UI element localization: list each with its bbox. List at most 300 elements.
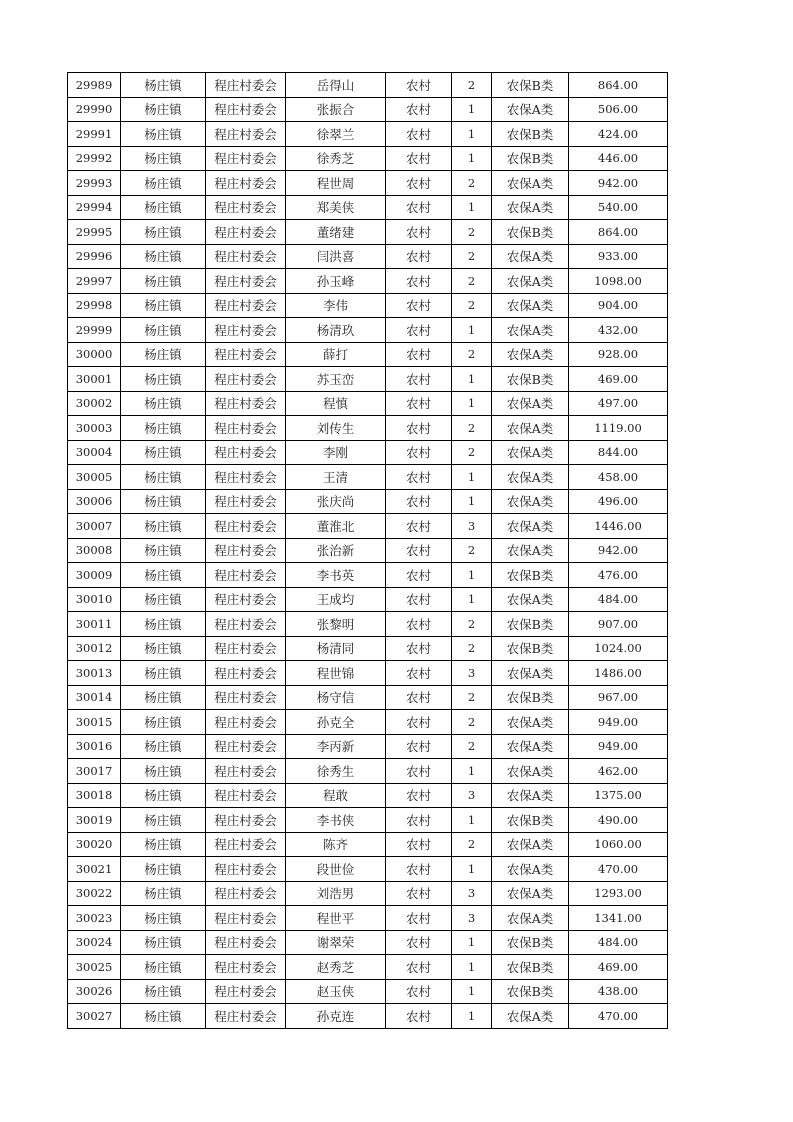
category-cell: 农保B类 (492, 122, 569, 147)
table-row (68, 195, 668, 220)
name-cell: 王成均 (286, 587, 386, 612)
town-cell: 杨庄镇 (121, 391, 206, 416)
village-cell: 程庄村委会 (206, 171, 286, 196)
town-cell: 杨庄镇 (121, 122, 206, 147)
village-cell: 程庄村委会 (206, 881, 286, 906)
id-cell: 30001 (68, 367, 121, 392)
amount-cell: 904.00 (569, 293, 668, 318)
table-row (68, 685, 668, 710)
amount-cell: 1119.00 (569, 416, 668, 441)
town-cell: 杨庄镇 (121, 881, 206, 906)
category-cell: 农保A类 (492, 514, 569, 539)
count-cell: 1 (452, 489, 492, 514)
count-cell: 1 (452, 955, 492, 980)
category-cell: 农保B类 (492, 73, 569, 98)
town-cell: 杨庄镇 (121, 685, 206, 710)
name-cell: 赵玉侠 (286, 979, 386, 1004)
amount-cell: 1446.00 (569, 514, 668, 539)
name-cell: 刘浩男 (286, 881, 386, 906)
id-cell: 30014 (68, 685, 121, 710)
town-cell: 杨庄镇 (121, 293, 206, 318)
area-cell: 农村 (386, 906, 452, 931)
table-row (68, 710, 668, 735)
name-cell: 赵秀芝 (286, 955, 386, 980)
id-cell: 30006 (68, 489, 121, 514)
village-cell: 程庄村委会 (206, 955, 286, 980)
table-row (68, 440, 668, 465)
category-cell: 农保B类 (492, 220, 569, 245)
town-cell: 杨庄镇 (121, 342, 206, 367)
village-cell: 程庄村委会 (206, 465, 286, 490)
category-cell: 农保A类 (492, 171, 569, 196)
village-cell: 程庄村委会 (206, 710, 286, 735)
count-cell: 1 (452, 195, 492, 220)
area-cell: 农村 (386, 587, 452, 612)
area-cell: 农村 (386, 342, 452, 367)
name-cell: 董绪建 (286, 220, 386, 245)
category-cell: 农保B类 (492, 685, 569, 710)
count-cell: 3 (452, 881, 492, 906)
table-row (68, 759, 668, 784)
table-row (68, 122, 668, 147)
town-cell: 杨庄镇 (121, 97, 206, 122)
village-cell: 程庄村委会 (206, 661, 286, 686)
id-cell: 29989 (68, 73, 121, 98)
town-cell: 杨庄镇 (121, 146, 206, 171)
area-cell: 农村 (386, 195, 452, 220)
amount-cell: 949.00 (569, 710, 668, 735)
table-row (68, 587, 668, 612)
category-cell: 农保A类 (492, 538, 569, 563)
town-cell: 杨庄镇 (121, 661, 206, 686)
name-cell: 徐秀芝 (286, 146, 386, 171)
table-row (68, 367, 668, 392)
area-cell: 农村 (386, 244, 452, 269)
amount-cell: 496.00 (569, 489, 668, 514)
amount-cell: 864.00 (569, 220, 668, 245)
count-cell: 3 (452, 661, 492, 686)
name-cell: 张振合 (286, 97, 386, 122)
area-cell: 农村 (386, 269, 452, 294)
category-cell: 农保A类 (492, 783, 569, 808)
id-cell: 29994 (68, 195, 121, 220)
id-cell: 30020 (68, 832, 121, 857)
amount-cell: 907.00 (569, 612, 668, 637)
area-cell: 农村 (386, 930, 452, 955)
area-cell: 农村 (386, 171, 452, 196)
count-cell: 1 (452, 563, 492, 588)
table-row (68, 220, 668, 245)
table-row (68, 514, 668, 539)
count-cell: 2 (452, 342, 492, 367)
name-cell: 李伟 (286, 293, 386, 318)
count-cell: 2 (452, 244, 492, 269)
area-cell: 农村 (386, 391, 452, 416)
amount-cell: 424.00 (569, 122, 668, 147)
village-cell: 程庄村委会 (206, 440, 286, 465)
amount-cell: 844.00 (569, 440, 668, 465)
amount-cell: 1293.00 (569, 881, 668, 906)
count-cell: 2 (452, 612, 492, 637)
area-cell: 农村 (386, 636, 452, 661)
id-cell: 29995 (68, 220, 121, 245)
count-cell: 2 (452, 293, 492, 318)
table-row (68, 489, 668, 514)
name-cell: 孙克全 (286, 710, 386, 735)
area-cell: 农村 (386, 318, 452, 343)
amount-cell: 942.00 (569, 538, 668, 563)
id-cell: 29993 (68, 171, 121, 196)
category-cell: 农保A类 (492, 318, 569, 343)
category-cell: 农保B类 (492, 563, 569, 588)
town-cell: 杨庄镇 (121, 955, 206, 980)
amount-cell: 484.00 (569, 587, 668, 612)
name-cell: 谢翠荣 (286, 930, 386, 955)
amount-cell: 928.00 (569, 342, 668, 367)
town-cell: 杨庄镇 (121, 489, 206, 514)
town-cell: 杨庄镇 (121, 367, 206, 392)
table-row (68, 318, 668, 343)
count-cell: 2 (452, 269, 492, 294)
category-cell: 农保A类 (492, 759, 569, 784)
category-cell: 农保A类 (492, 489, 569, 514)
area-cell: 农村 (386, 538, 452, 563)
area-cell: 农村 (386, 759, 452, 784)
id-cell: 30012 (68, 636, 121, 661)
category-cell: 农保B类 (492, 612, 569, 637)
count-cell: 1 (452, 122, 492, 147)
table-row (68, 269, 668, 294)
count-cell: 1 (452, 1004, 492, 1029)
village-cell: 程庄村委会 (206, 759, 286, 784)
area-cell: 农村 (386, 832, 452, 857)
table-row (68, 171, 668, 196)
table-row (68, 563, 668, 588)
id-cell: 30005 (68, 465, 121, 490)
name-cell: 王清 (286, 465, 386, 490)
name-cell: 李书侠 (286, 808, 386, 833)
id-cell: 30013 (68, 661, 121, 686)
id-cell: 30015 (68, 710, 121, 735)
area-cell: 农村 (386, 97, 452, 122)
table-row (68, 734, 668, 759)
id-cell: 30002 (68, 391, 121, 416)
name-cell: 徐秀生 (286, 759, 386, 784)
category-cell: 农保A类 (492, 465, 569, 490)
amount-cell: 506.00 (569, 97, 668, 122)
area-cell: 农村 (386, 563, 452, 588)
count-cell: 1 (452, 146, 492, 171)
village-cell: 程庄村委会 (206, 563, 286, 588)
category-cell: 农保A类 (492, 1004, 569, 1029)
name-cell: 董淮北 (286, 514, 386, 539)
id-cell: 29997 (68, 269, 121, 294)
category-cell: 农保B类 (492, 367, 569, 392)
name-cell: 杨清同 (286, 636, 386, 661)
town-cell: 杨庄镇 (121, 220, 206, 245)
count-cell: 2 (452, 73, 492, 98)
count-cell: 1 (452, 465, 492, 490)
town-cell: 杨庄镇 (121, 759, 206, 784)
name-cell: 孙克连 (286, 1004, 386, 1029)
category-cell: 农保A类 (492, 195, 569, 220)
category-cell: 农保A类 (492, 416, 569, 441)
category-cell: 农保A类 (492, 906, 569, 931)
village-cell: 程庄村委会 (206, 391, 286, 416)
town-cell: 杨庄镇 (121, 612, 206, 637)
amount-cell: 462.00 (569, 759, 668, 784)
name-cell: 程敢 (286, 783, 386, 808)
category-cell: 农保A类 (492, 832, 569, 857)
id-cell: 29998 (68, 293, 121, 318)
town-cell: 杨庄镇 (121, 857, 206, 882)
area-cell: 农村 (386, 955, 452, 980)
table-row (68, 97, 668, 122)
name-cell: 程世周 (286, 171, 386, 196)
count-cell: 2 (452, 734, 492, 759)
id-cell: 29996 (68, 244, 121, 269)
village-cell: 程庄村委会 (206, 808, 286, 833)
village-cell: 程庄村委会 (206, 122, 286, 147)
id-cell: 30011 (68, 612, 121, 637)
town-cell: 杨庄镇 (121, 783, 206, 808)
amount-cell: 1024.00 (569, 636, 668, 661)
name-cell: 李丙新 (286, 734, 386, 759)
village-cell: 程庄村委会 (206, 244, 286, 269)
count-cell: 1 (452, 97, 492, 122)
town-cell: 杨庄镇 (121, 195, 206, 220)
village-cell: 程庄村委会 (206, 538, 286, 563)
area-cell: 农村 (386, 146, 452, 171)
amount-cell: 1375.00 (569, 783, 668, 808)
town-cell: 杨庄镇 (121, 930, 206, 955)
amount-cell: 490.00 (569, 808, 668, 833)
area-cell: 农村 (386, 783, 452, 808)
amount-cell: 967.00 (569, 685, 668, 710)
town-cell: 杨庄镇 (121, 514, 206, 539)
area-cell: 农村 (386, 881, 452, 906)
name-cell: 程世平 (286, 906, 386, 931)
category-cell: 农保A类 (492, 391, 569, 416)
id-cell: 30025 (68, 955, 121, 980)
category-cell: 农保A类 (492, 97, 569, 122)
count-cell: 2 (452, 832, 492, 857)
village-cell: 程庄村委会 (206, 685, 286, 710)
name-cell: 张庆尚 (286, 489, 386, 514)
id-cell: 29990 (68, 97, 121, 122)
category-cell: 农保A类 (492, 881, 569, 906)
name-cell: 刘传生 (286, 416, 386, 441)
table-row (68, 244, 668, 269)
village-cell: 程庄村委会 (206, 636, 286, 661)
village-cell: 程庄村委会 (206, 293, 286, 318)
count-cell: 2 (452, 710, 492, 735)
count-cell: 2 (452, 685, 492, 710)
town-cell: 杨庄镇 (121, 587, 206, 612)
id-cell: 29992 (68, 146, 121, 171)
count-cell: 2 (452, 636, 492, 661)
name-cell: 岳得山 (286, 73, 386, 98)
category-cell: 农保B类 (492, 955, 569, 980)
count-cell: 3 (452, 906, 492, 931)
id-cell: 30016 (68, 734, 121, 759)
id-cell: 29991 (68, 122, 121, 147)
area-cell: 农村 (386, 465, 452, 490)
table-body (68, 73, 668, 1029)
town-cell: 杨庄镇 (121, 440, 206, 465)
town-cell: 杨庄镇 (121, 832, 206, 857)
area-cell: 农村 (386, 440, 452, 465)
name-cell: 陈齐 (286, 832, 386, 857)
village-cell: 程庄村委会 (206, 930, 286, 955)
table-row (68, 1004, 668, 1029)
amount-cell: 1486.00 (569, 661, 668, 686)
category-cell: 农保B类 (492, 979, 569, 1004)
category-cell: 农保B类 (492, 808, 569, 833)
name-cell: 徐翠兰 (286, 122, 386, 147)
category-cell: 农保A类 (492, 269, 569, 294)
amount-cell: 1341.00 (569, 906, 668, 931)
area-cell: 农村 (386, 293, 452, 318)
amount-cell: 470.00 (569, 857, 668, 882)
id-cell: 30019 (68, 808, 121, 833)
area-cell: 农村 (386, 489, 452, 514)
name-cell: 张黎明 (286, 612, 386, 637)
town-cell: 杨庄镇 (121, 244, 206, 269)
area-cell: 农村 (386, 734, 452, 759)
village-cell: 程庄村委会 (206, 269, 286, 294)
village-cell: 程庄村委会 (206, 1004, 286, 1029)
table-row (68, 930, 668, 955)
id-cell: 30009 (68, 563, 121, 588)
name-cell: 段世俭 (286, 857, 386, 882)
amount-cell: 933.00 (569, 244, 668, 269)
table-row (68, 416, 668, 441)
village-cell: 程庄村委会 (206, 906, 286, 931)
village-cell: 程庄村委会 (206, 367, 286, 392)
town-cell: 杨庄镇 (121, 1004, 206, 1029)
area-cell: 农村 (386, 367, 452, 392)
town-cell: 杨庄镇 (121, 808, 206, 833)
id-cell: 29999 (68, 318, 121, 343)
category-cell: 农保A类 (492, 734, 569, 759)
amount-cell: 458.00 (569, 465, 668, 490)
table-row (68, 342, 668, 367)
category-cell: 农保A类 (492, 661, 569, 686)
name-cell: 杨守信 (286, 685, 386, 710)
name-cell: 孙玉峰 (286, 269, 386, 294)
table-row (68, 612, 668, 637)
town-cell: 杨庄镇 (121, 73, 206, 98)
amount-cell: 1098.00 (569, 269, 668, 294)
village-cell: 程庄村委会 (206, 587, 286, 612)
count-cell: 3 (452, 783, 492, 808)
table-row (68, 832, 668, 857)
count-cell: 1 (452, 318, 492, 343)
count-cell: 1 (452, 367, 492, 392)
id-cell: 30007 (68, 514, 121, 539)
count-cell: 2 (452, 220, 492, 245)
id-cell: 30008 (68, 538, 121, 563)
category-cell: 农保A类 (492, 710, 569, 735)
amount-cell: 469.00 (569, 955, 668, 980)
town-cell: 杨庄镇 (121, 734, 206, 759)
name-cell: 李书英 (286, 563, 386, 588)
table-row (68, 808, 668, 833)
count-cell: 2 (452, 416, 492, 441)
id-cell: 30021 (68, 857, 121, 882)
amount-cell: 470.00 (569, 1004, 668, 1029)
town-cell: 杨庄镇 (121, 269, 206, 294)
amount-cell: 476.00 (569, 563, 668, 588)
amount-cell: 949.00 (569, 734, 668, 759)
amount-cell: 484.00 (569, 930, 668, 955)
town-cell: 杨庄镇 (121, 636, 206, 661)
category-cell: 农保B类 (492, 930, 569, 955)
town-cell: 杨庄镇 (121, 563, 206, 588)
category-cell: 农保A类 (492, 244, 569, 269)
area-cell: 农村 (386, 661, 452, 686)
table-row (68, 538, 668, 563)
name-cell: 张治新 (286, 538, 386, 563)
village-cell: 程庄村委会 (206, 783, 286, 808)
area-cell: 农村 (386, 416, 452, 441)
area-cell: 农村 (386, 857, 452, 882)
table-row (68, 955, 668, 980)
name-cell: 苏玉峦 (286, 367, 386, 392)
id-cell: 30000 (68, 342, 121, 367)
village-cell: 程庄村委会 (206, 318, 286, 343)
village-cell: 程庄村委会 (206, 195, 286, 220)
name-cell: 郑美侠 (286, 195, 386, 220)
village-cell: 程庄村委会 (206, 734, 286, 759)
id-cell: 30004 (68, 440, 121, 465)
amount-cell: 1060.00 (569, 832, 668, 857)
table-row (68, 465, 668, 490)
category-cell: 农保A类 (492, 587, 569, 612)
area-cell: 农村 (386, 73, 452, 98)
name-cell: 薛打 (286, 342, 386, 367)
village-cell: 程庄村委会 (206, 146, 286, 171)
amount-cell: 540.00 (569, 195, 668, 220)
village-cell: 程庄村委会 (206, 416, 286, 441)
town-cell: 杨庄镇 (121, 906, 206, 931)
category-cell: 农保B类 (492, 146, 569, 171)
category-cell: 农保A类 (492, 293, 569, 318)
id-cell: 30024 (68, 930, 121, 955)
id-cell: 30027 (68, 1004, 121, 1029)
amount-cell: 864.00 (569, 73, 668, 98)
category-cell: 农保A类 (492, 342, 569, 367)
count-cell: 3 (452, 514, 492, 539)
village-cell: 程庄村委会 (206, 220, 286, 245)
table-row (68, 73, 668, 98)
village-cell: 程庄村委会 (206, 857, 286, 882)
id-cell: 30003 (68, 416, 121, 441)
village-cell: 程庄村委会 (206, 832, 286, 857)
area-cell: 农村 (386, 979, 452, 1004)
category-cell: 农保A类 (492, 440, 569, 465)
name-cell: 李刚 (286, 440, 386, 465)
area-cell: 农村 (386, 710, 452, 735)
name-cell: 程慎 (286, 391, 386, 416)
count-cell: 2 (452, 440, 492, 465)
town-cell: 杨庄镇 (121, 416, 206, 441)
area-cell: 农村 (386, 1004, 452, 1029)
area-cell: 农村 (386, 220, 452, 245)
amount-cell: 469.00 (569, 367, 668, 392)
village-cell: 程庄村委会 (206, 73, 286, 98)
